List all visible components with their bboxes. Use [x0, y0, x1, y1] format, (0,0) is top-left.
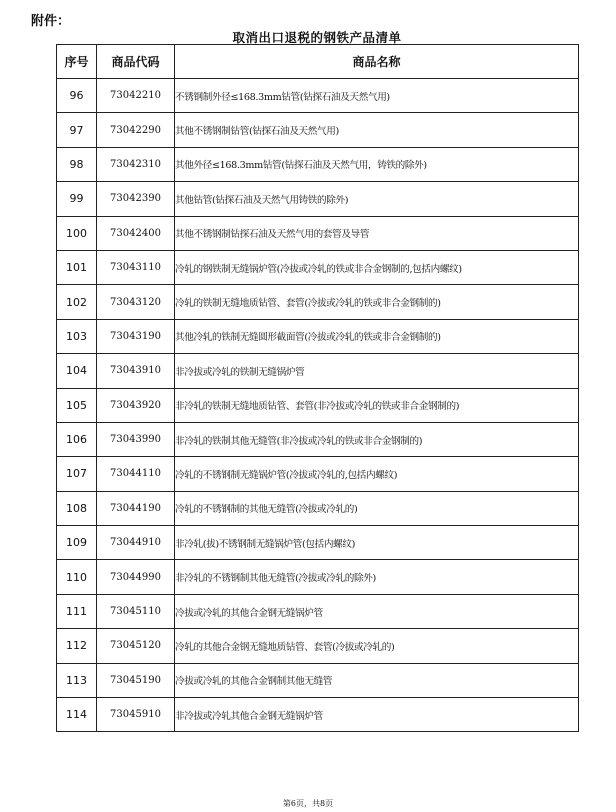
row-index: 99 — [57, 182, 97, 216]
row-index: 97 — [57, 113, 97, 147]
table-row — [57, 663, 579, 697]
table-row — [57, 147, 579, 181]
row-index: 102 — [57, 285, 97, 319]
table-row — [57, 182, 579, 216]
row-name: 冷拔或冷轧的其他合金钢无缝锅炉管 — [175, 594, 579, 628]
table-row — [57, 113, 579, 147]
row-code: 73043120 — [97, 285, 175, 319]
table-row — [57, 354, 579, 388]
table-row — [57, 457, 579, 491]
header-index: 序号 — [57, 45, 97, 79]
row-name: 其他钻管(钻探石油及天然气用铸铁的除外) — [175, 182, 579, 216]
row-name: 非冷拔或冷轧的铁制无缝锅炉管 — [175, 354, 579, 388]
row-code: 73042210 — [97, 79, 175, 113]
row-code: 73045190 — [97, 663, 175, 697]
row-name: 非冷轧的不锈钢制其他无缝管(冷拔或冷轧的除外) — [175, 560, 579, 594]
row-code: 73044110 — [97, 457, 175, 491]
row-code: 73044990 — [97, 560, 175, 594]
row-code: 73045120 — [97, 629, 175, 663]
row-code: 73045110 — [97, 594, 175, 628]
row-code: 73042310 — [97, 147, 175, 181]
row-code: 73042390 — [97, 182, 175, 216]
product-table — [56, 44, 579, 732]
row-index: 110 — [57, 560, 97, 594]
table-row — [57, 319, 579, 353]
row-name: 其他不锈钢制钻管(钻探石油及天然气用) — [175, 113, 579, 147]
header-name: 商品名称 — [175, 45, 579, 79]
table-row — [57, 629, 579, 663]
row-code: 73043110 — [97, 250, 175, 284]
row-name: 其他不锈钢制钻探石油及天然气用的套管及导管 — [175, 216, 579, 250]
row-name: 非冷轧的铁制无缝地质钻管、套管(非冷拔或冷轧的铁或非合金钢制的) — [175, 388, 579, 422]
row-name: 冷拔或冷轧的其他合金钢制其他无缝管 — [175, 663, 579, 697]
row-index: 113 — [57, 663, 97, 697]
row-code: 73044910 — [97, 526, 175, 560]
row-code: 73043990 — [97, 422, 175, 456]
table-row — [57, 698, 579, 732]
row-code: 73043920 — [97, 388, 175, 422]
table-row — [57, 79, 579, 113]
row-index: 106 — [57, 422, 97, 456]
table-body — [57, 79, 579, 732]
row-name: 其他外径≤168.3mm钻管(钻探石油及天然气用，铸铁的除外) — [175, 147, 579, 181]
table-row — [57, 422, 579, 456]
row-index: 108 — [57, 491, 97, 525]
table-row — [57, 491, 579, 525]
row-index: 114 — [57, 698, 97, 732]
row-name: 其他冷轧的铁制无缝圆形截面管(冷拔或冷轧的铁或非合金钢制的) — [175, 319, 579, 353]
table-row — [57, 560, 579, 594]
table-row — [57, 526, 579, 560]
row-name: 不锈钢制外径≤168.3mm钻管(钻探石油及天然气用) — [175, 79, 579, 113]
table-header-row — [57, 45, 579, 79]
row-index: 100 — [57, 216, 97, 250]
page-footer: 第6页，共8页 — [282, 799, 334, 808]
row-index: 107 — [57, 457, 97, 491]
row-index: 109 — [57, 526, 97, 560]
row-index: 96 — [57, 79, 97, 113]
table-row — [57, 285, 579, 319]
table-row — [57, 250, 579, 284]
attachment-label: 附件： — [31, 14, 71, 29]
row-index: 104 — [57, 354, 97, 388]
row-code: 73043190 — [97, 319, 175, 353]
row-name: 冷轧的钢铁制无缝锅炉管(冷拔或冷轧的铁或非合金钢制的,包括内螺纹) — [175, 250, 579, 284]
table-row — [57, 216, 579, 250]
row-code: 73045910 — [97, 698, 175, 732]
row-index: 98 — [57, 147, 97, 181]
row-name: 冷轧的铁制无缝地质钻管、套管(冷拔或冷轧的铁或非合金钢制的) — [175, 285, 579, 319]
row-code: 73043910 — [97, 354, 175, 388]
row-code: 73042290 — [97, 113, 175, 147]
row-name: 冷轧的不锈钢制无缝锅炉管(冷拔或冷轧的,包括内螺纹) — [175, 457, 579, 491]
table-row — [57, 388, 579, 422]
row-code: 73044190 — [97, 491, 175, 525]
row-index: 112 — [57, 629, 97, 663]
row-index: 105 — [57, 388, 97, 422]
document-title: 取消出口退税的钢铁产品清单 — [232, 30, 402, 45]
header-code: 商品代码 — [97, 45, 175, 79]
row-index: 111 — [57, 594, 97, 628]
row-name: 非冷轧(拔)不锈钢制无缝锅炉管(包括内螺纹) — [175, 526, 579, 560]
row-name: 冷轧的不锈钢制的其他无缝管(冷拔或冷轧的) — [175, 491, 579, 525]
row-name: 非冷轧的铁制其他无缝管(非冷拔或冷轧的铁或非合金钢制的) — [175, 422, 579, 456]
row-code: 73042400 — [97, 216, 175, 250]
row-name: 非冷拔或冷轧其他合金钢无缝锅炉管 — [175, 698, 579, 732]
row-index: 103 — [57, 319, 97, 353]
row-name: 冷轧的其他合金钢无缝地质钻管、套管(冷拔或冷轧的) — [175, 629, 579, 663]
row-index: 101 — [57, 250, 97, 284]
table-row — [57, 594, 579, 628]
